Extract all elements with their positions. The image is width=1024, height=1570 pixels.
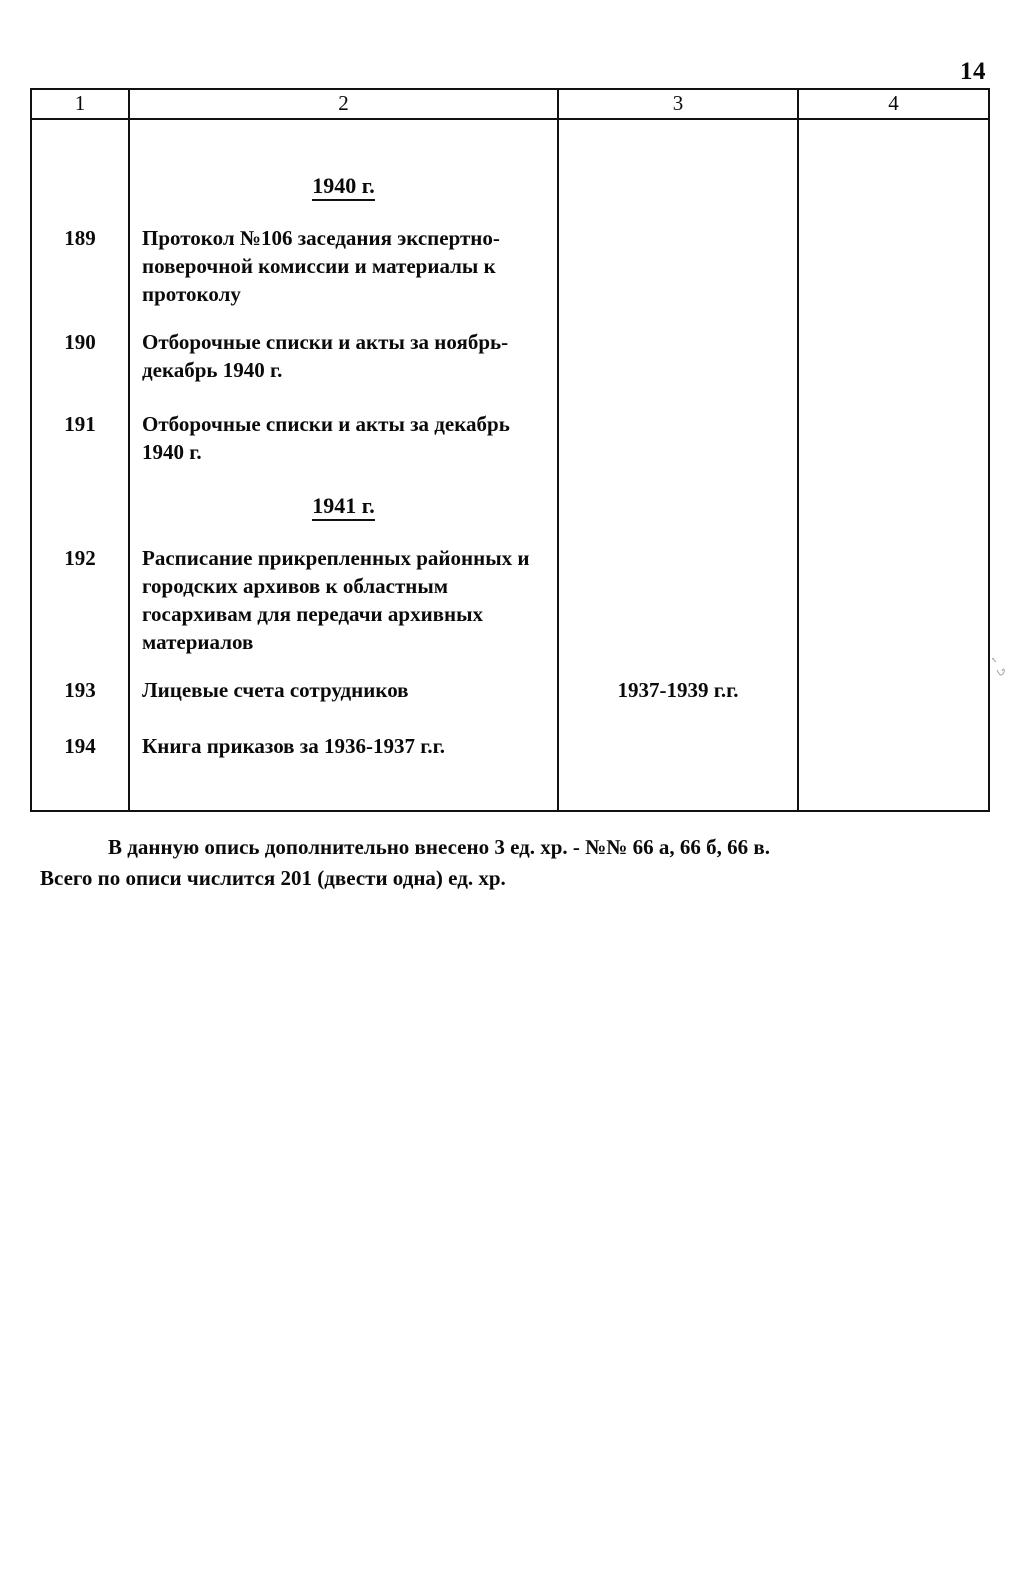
column-notes <box>798 119 989 811</box>
description-192 <box>142 544 547 656</box>
description-line: декабрь 1940 г. <box>142 358 283 382</box>
description-190 <box>142 328 547 384</box>
column-header-2: 2 <box>129 89 558 119</box>
description-line: госархивам для передачи архивных <box>142 602 484 626</box>
table-header-row <box>31 89 989 119</box>
description-line: городских архивов к областным <box>142 574 449 598</box>
column-descriptions <box>129 119 558 811</box>
description-line: поверочной комиссии и материалы к <box>142 254 496 278</box>
item-number: 191 <box>64 412 96 436</box>
description-line: Лицевые счета сотрудников <box>142 678 409 702</box>
description-line: материалов <box>142 630 254 654</box>
year-heading-1940 <box>130 172 557 200</box>
description-line: Протокол №106 заседания экспертно- <box>142 226 500 250</box>
description-line: протоколу <box>142 282 241 306</box>
description-line: 1940 г. <box>142 440 202 464</box>
description-line: Отборочные списки и акты за ноябрь- <box>142 330 509 354</box>
item-number: 194 <box>64 734 96 758</box>
column-numbers <box>31 119 129 811</box>
description-191 <box>142 410 547 466</box>
year-heading-1940-label: 1940 г. <box>312 173 375 201</box>
footer-line-total-items: Всего по описи числится 201 (двести одна) ед. хр. <box>40 866 506 890</box>
year-heading-1941-label: 1941 г. <box>312 493 375 521</box>
description-line: Отборочные списки и акты за декабрь <box>142 412 510 436</box>
description-194 <box>142 732 547 760</box>
item-number: 193 <box>64 678 96 702</box>
item-number: 192 <box>64 546 96 570</box>
description-line: Книга приказов за 1936-1937 г.г. <box>142 734 446 758</box>
inventory-table <box>30 88 990 812</box>
description-line: Расписание прикрепленных районных и <box>142 546 530 570</box>
handwritten-checkmark-icon <box>988 648 1010 688</box>
table-body-row <box>31 119 989 811</box>
description-189 <box>142 224 547 308</box>
column-header-3: 3 <box>558 89 798 119</box>
column-header-4: 4 <box>798 89 989 119</box>
page-number: 14 <box>960 58 986 85</box>
date-range-193: 1937-1939 г.г. <box>617 678 739 702</box>
column-dates <box>558 119 798 811</box>
footer-note <box>40 832 940 894</box>
column-header-1: 1 <box>31 89 129 119</box>
footer-line-additional-items: В данную опись дополнительно внесено 3 ед. хр. - №№ 66 а, 66 б, 66 в. <box>108 835 770 859</box>
year-heading-1941 <box>130 492 557 520</box>
item-number: 189 <box>64 226 96 250</box>
description-193 <box>142 676 547 704</box>
item-number: 190 <box>64 330 96 354</box>
